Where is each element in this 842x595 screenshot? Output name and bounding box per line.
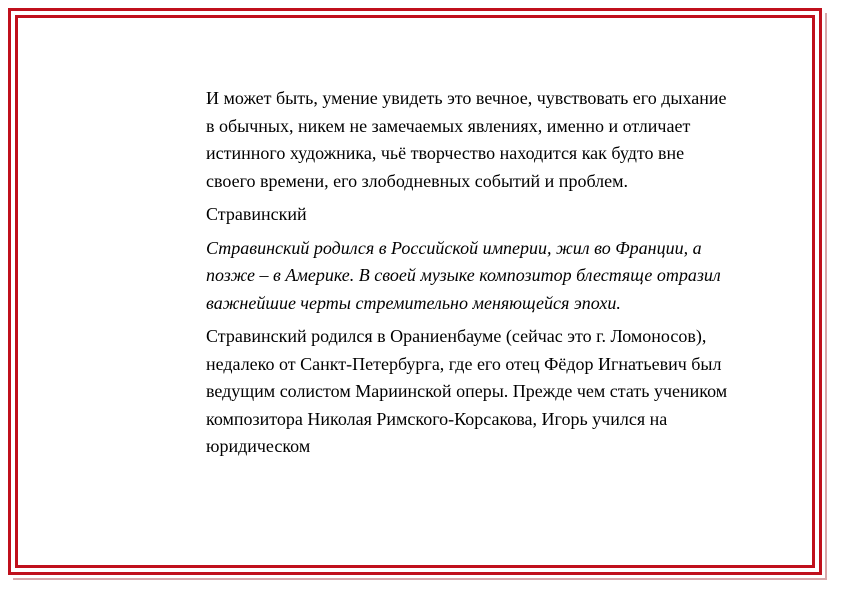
paragraph-intro: И может быть, умение увидеть это вечное, чувствовать его дыхание в обычных, никем не замечаемых явлениях, именно и отличает истинного художника, чьё творчество находится как будто вне своего времени, его злободневных событий и проблем. (206, 88, 727, 191)
page-text (206, 85, 731, 467)
section-heading: Стравинский (206, 204, 307, 224)
paragraph-italic-summary: Стравинский родился в Российской империи, жил во Франции, а позже – в Америке. В своей музыке композитор блестяще отразил важнейшие черты стремительно меняющейся эпохи. (206, 237, 721, 313)
paragraph-biography: Стравинский родился в Ораниенбауме (сейчас это г. Ломоносов), недалеко от Санкт-Петербурга, где его отец Фёдор Игнатьевич был ведущим солистом Мариинской оперы. Прежде чем стать учеником композитора Николая Римского-Корсакова, Игорь учился на юридическом (206, 326, 728, 456)
